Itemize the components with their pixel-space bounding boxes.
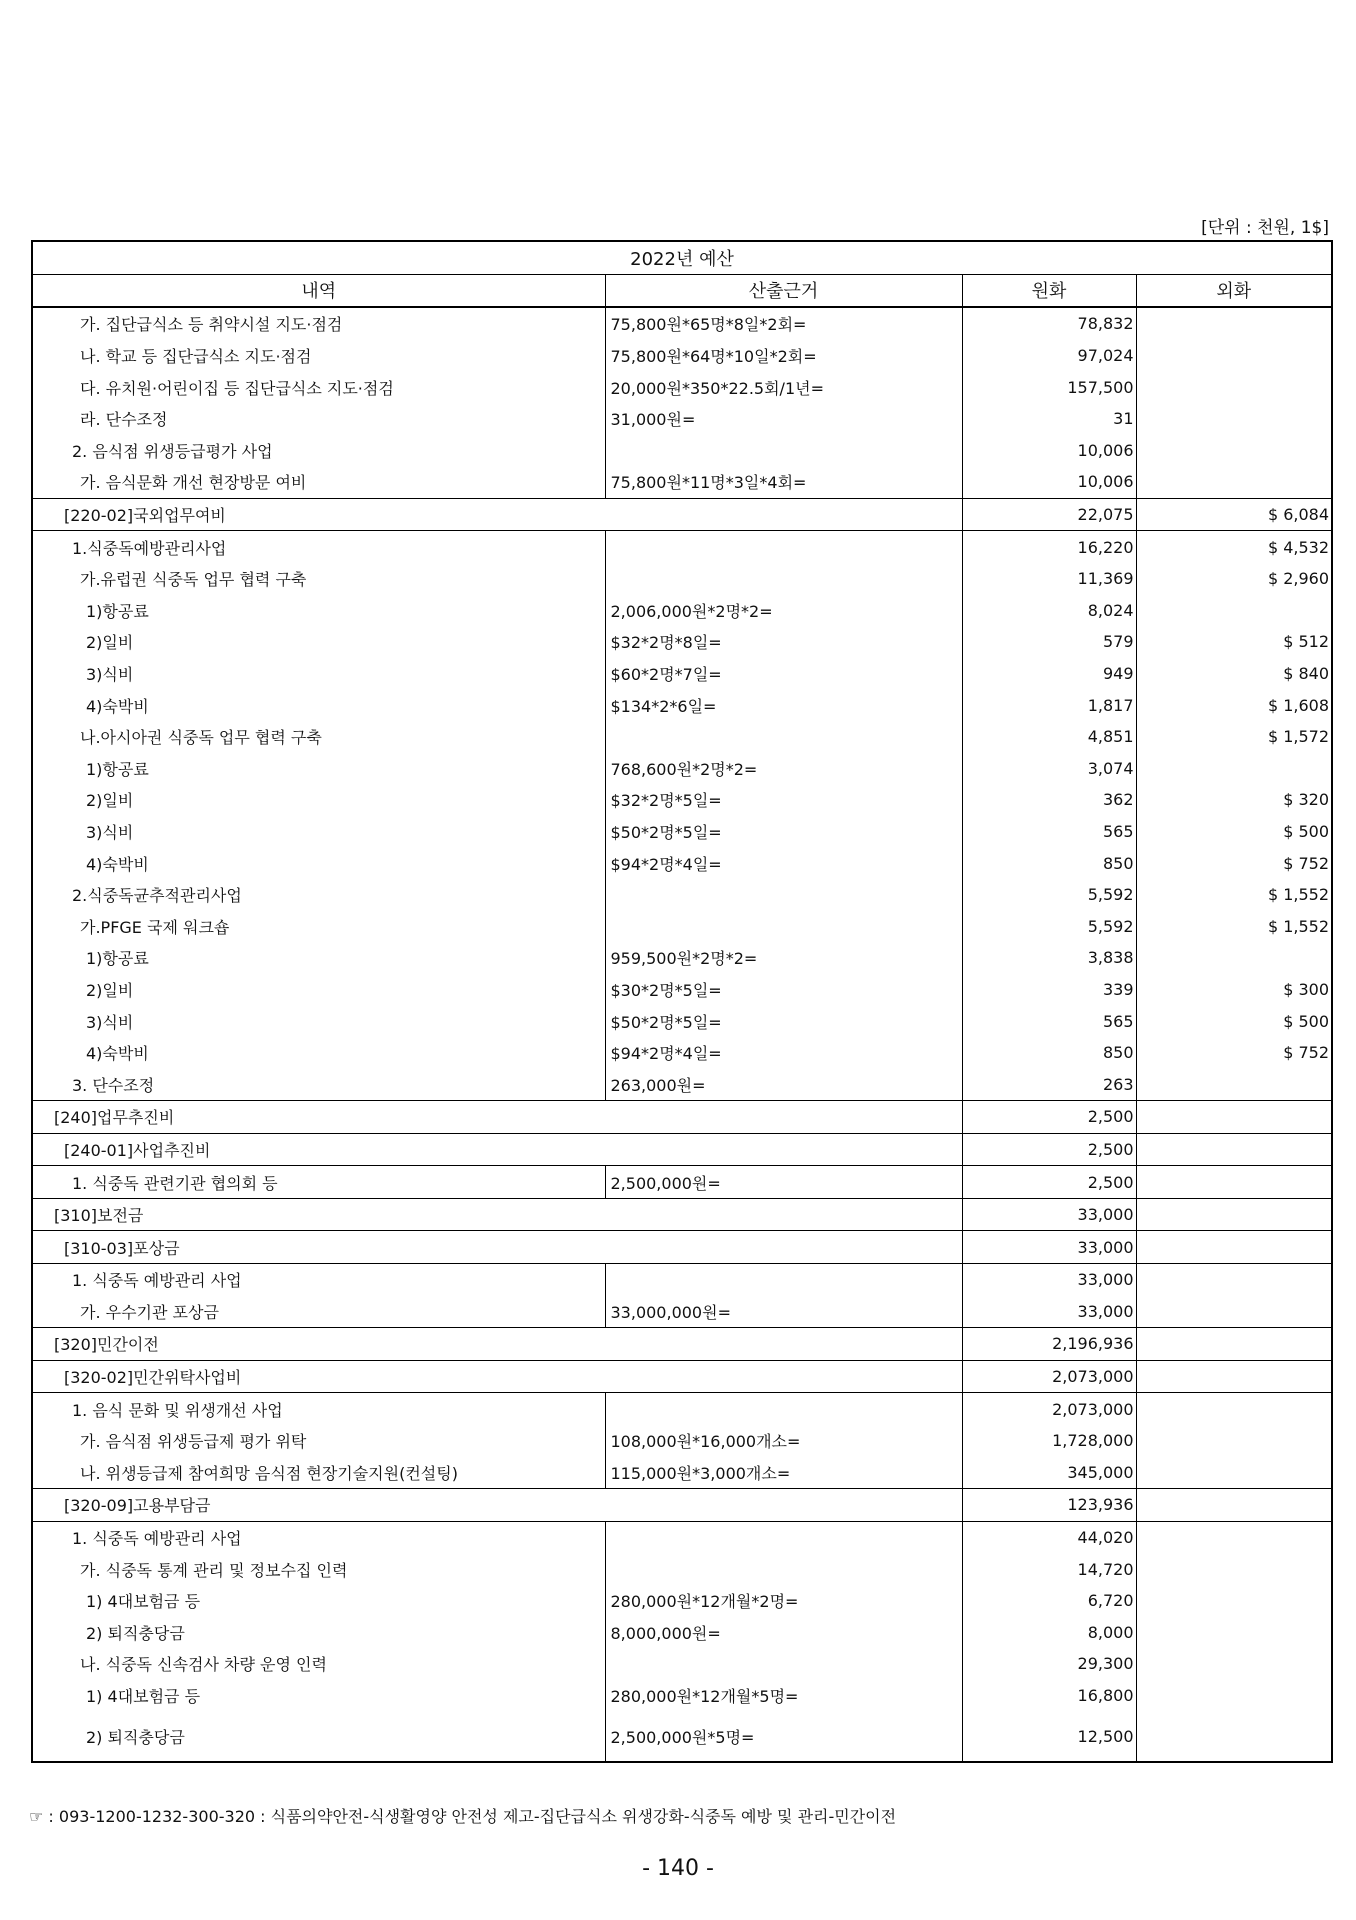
- cell-item: 가.유럽권 식중독 업무 협력 구축: [32, 563, 605, 595]
- cell-item: 1)항공료: [32, 942, 605, 974]
- cell-usd: $ 6,084: [1136, 498, 1332, 531]
- cell-usd: [1136, 1680, 1332, 1712]
- cell-usd: $ 500: [1136, 1005, 1332, 1037]
- cell-usd: $ 1,572: [1136, 721, 1332, 753]
- table-row: [32, 784, 1332, 816]
- cell-item: 1) 4대보험금 등: [32, 1680, 605, 1712]
- table-row: [32, 1457, 1332, 1489]
- cell-item: 가. 음식문화 개선 현장방문 여비: [32, 466, 605, 498]
- cell-krw: 2,073,000: [962, 1360, 1136, 1393]
- table-row: [32, 626, 1332, 658]
- cell-usd: [1136, 1166, 1332, 1199]
- cell-item: 2. 음식점 위생등급평가 사업: [32, 435, 605, 467]
- cell-krw: 5,592: [962, 910, 1136, 942]
- cell-item: 1) 4대보험금 등: [32, 1585, 605, 1617]
- cell-item: 2.식중독균추적관리사업: [32, 879, 605, 911]
- cell-basis: 280,000원*12개월*2명=: [605, 1585, 962, 1617]
- table-row: [32, 721, 1332, 753]
- cell-basis: $94*2명*4일=: [605, 1037, 962, 1069]
- cell-item: 4)숙박비: [32, 1037, 605, 1069]
- cell-item: 1)항공료: [32, 753, 605, 785]
- table-row: [32, 1068, 1332, 1100]
- cell-usd: [1136, 1393, 1332, 1425]
- cell-krw: 2,196,936: [962, 1328, 1136, 1361]
- cell-item: 3. 단수조정: [32, 1068, 605, 1100]
- cell-krw: 2,073,000: [962, 1393, 1136, 1425]
- cell-basis: $94*2명*4일=: [605, 847, 962, 879]
- column-header-item: 내역: [32, 274, 605, 307]
- cell-basis: 2,500,000원*5명=: [605, 1711, 962, 1762]
- cell-usd: [1136, 435, 1332, 467]
- table-row: [32, 1328, 1332, 1361]
- cell-krw: 3,074: [962, 753, 1136, 785]
- table-row: [32, 1101, 1332, 1134]
- budget-table: [31, 240, 1333, 1763]
- cell-usd: [1136, 1457, 1332, 1489]
- cell-usd: [1136, 1553, 1332, 1585]
- cell-basis: 115,000원*3,000개소=: [605, 1457, 962, 1489]
- cell-item: [320-02]민간위탁사업비: [32, 1360, 962, 1393]
- cell-usd: $ 752: [1136, 847, 1332, 879]
- cell-basis: 20,000원*350*22.5회/1년=: [605, 371, 962, 403]
- cell-usd: [1136, 1068, 1332, 1100]
- cell-basis: $32*2명*5일=: [605, 784, 962, 816]
- table-row: [32, 1393, 1332, 1425]
- table-row: [32, 435, 1332, 467]
- cell-basis: [605, 1521, 962, 1553]
- cell-basis: [605, 1648, 962, 1680]
- table-row: [32, 1648, 1332, 1680]
- cell-item: 1. 음식 문화 및 위생개선 사업: [32, 1393, 605, 1425]
- table-row: [32, 371, 1332, 403]
- column-header-basis: 산출근거: [605, 274, 962, 307]
- cell-krw: 78,832: [962, 307, 1136, 340]
- table-row: [32, 1231, 1332, 1264]
- cell-item: [220-02]국외업무여비: [32, 498, 962, 531]
- cell-krw: 4,851: [962, 721, 1136, 753]
- cell-basis: [605, 721, 962, 753]
- cell-item: 가. 집단급식소 등 취약시설 지도·점검: [32, 307, 605, 340]
- cell-basis: 959,500원*2명*2=: [605, 942, 962, 974]
- cell-basis: 8,000,000원=: [605, 1617, 962, 1649]
- cell-usd: [1136, 1101, 1332, 1134]
- cell-item: [320]민간이전: [32, 1328, 962, 1361]
- table-row: [32, 563, 1332, 595]
- cell-item: [240-01]사업추진비: [32, 1133, 962, 1166]
- table-row: [32, 942, 1332, 974]
- cell-usd: [1136, 1328, 1332, 1361]
- cell-item: 1. 식중독 관련기관 협의회 등: [32, 1166, 605, 1199]
- cell-usd: [1136, 1521, 1332, 1553]
- cell-krw: 5,592: [962, 879, 1136, 911]
- cell-krw: 33,000: [962, 1198, 1136, 1231]
- cell-basis: 31,000원=: [605, 403, 962, 435]
- cell-krw: 3,838: [962, 942, 1136, 974]
- cell-basis: $30*2명*5일=: [605, 974, 962, 1006]
- cell-basis: [605, 563, 962, 595]
- table-row: [32, 1360, 1332, 1393]
- cell-item: 가.PFGE 국제 워크숍: [32, 910, 605, 942]
- cell-item: [310-03]포상금: [32, 1231, 962, 1264]
- page-number: - 140 -: [642, 1856, 714, 1881]
- table-row: [32, 1489, 1332, 1522]
- cell-basis: 75,800원*65명*8일*2회=: [605, 307, 962, 340]
- year-header: 2022년 예산: [32, 241, 1332, 274]
- cell-item: 4)숙박비: [32, 689, 605, 721]
- table-row: [32, 658, 1332, 690]
- table-row: [32, 498, 1332, 531]
- cell-basis: [605, 1553, 962, 1585]
- cell-basis: 33,000,000원=: [605, 1296, 962, 1328]
- table-row: [32, 595, 1332, 627]
- cell-usd: [1136, 942, 1332, 974]
- cell-basis: [605, 1393, 962, 1425]
- cell-usd: [1136, 340, 1332, 372]
- cell-usd: [1136, 1711, 1332, 1762]
- cell-usd: [1136, 1133, 1332, 1166]
- cell-basis: 75,800원*64명*10일*2회=: [605, 340, 962, 372]
- cell-krw: 10,006: [962, 466, 1136, 498]
- cell-basis: [605, 1264, 962, 1296]
- cell-basis: [605, 910, 962, 942]
- cell-krw: 850: [962, 1037, 1136, 1069]
- cell-item: 가. 음식점 위생등급제 평가 위탁: [32, 1425, 605, 1457]
- cell-krw: 565: [962, 1005, 1136, 1037]
- table-row: [32, 531, 1332, 563]
- cell-basis: $134*2*6일=: [605, 689, 962, 721]
- cell-usd: [1136, 595, 1332, 627]
- table-row: [32, 403, 1332, 435]
- cell-krw: 31: [962, 403, 1136, 435]
- cell-usd: [1136, 403, 1332, 435]
- cell-krw: 8,024: [962, 595, 1136, 627]
- cell-usd: [1136, 1585, 1332, 1617]
- cell-usd: $ 1,552: [1136, 910, 1332, 942]
- table-row: [32, 689, 1332, 721]
- table-row: [32, 974, 1332, 1006]
- cell-item: 4)숙박비: [32, 847, 605, 879]
- cell-usd: $ 1,608: [1136, 689, 1332, 721]
- cell-krw: 345,000: [962, 1457, 1136, 1489]
- cell-krw: 16,800: [962, 1680, 1136, 1712]
- table-row: [32, 816, 1332, 848]
- table-row: [32, 1680, 1332, 1712]
- cell-basis: 280,000원*12개월*5명=: [605, 1680, 962, 1712]
- cell-usd: [1136, 1198, 1332, 1231]
- cell-item: 다. 유치원·어린이집 등 집단급식소 지도·점검: [32, 371, 605, 403]
- cell-usd: $ 1,552: [1136, 879, 1332, 911]
- cell-basis: $60*2명*7일=: [605, 658, 962, 690]
- cell-basis: $50*2명*5일=: [605, 816, 962, 848]
- cell-usd: [1136, 1425, 1332, 1457]
- cell-usd: $ 500: [1136, 816, 1332, 848]
- table-row: [32, 1133, 1332, 1166]
- cell-basis: 2,500,000원=: [605, 1166, 962, 1199]
- cell-basis: 768,600원*2명*2=: [605, 753, 962, 785]
- table-row: [32, 1553, 1332, 1585]
- table-row: [32, 1005, 1332, 1037]
- cell-item: 3)식비: [32, 1005, 605, 1037]
- cell-usd: $ 300: [1136, 974, 1332, 1006]
- column-header-krw: 원화: [962, 274, 1136, 307]
- table-row: [32, 1198, 1332, 1231]
- cell-item: 3)식비: [32, 658, 605, 690]
- cell-basis: [605, 879, 962, 911]
- cell-item: 1.식중독예방관리사업: [32, 531, 605, 563]
- table-row: [32, 910, 1332, 942]
- unit-note: [단위 : 천원, 1$]: [1201, 218, 1329, 238]
- cell-krw: 123,936: [962, 1489, 1136, 1522]
- cell-krw: 2,500: [962, 1133, 1136, 1166]
- cell-krw: 44,020: [962, 1521, 1136, 1553]
- table-row: [32, 847, 1332, 879]
- cell-basis: $50*2명*5일=: [605, 1005, 962, 1037]
- cell-krw: 2,500: [962, 1166, 1136, 1199]
- cell-usd: $ 512: [1136, 626, 1332, 658]
- table-row: [32, 1166, 1332, 1199]
- cell-item: 2) 퇴직충당금: [32, 1617, 605, 1649]
- cell-krw: 362: [962, 784, 1136, 816]
- cell-krw: 1,728,000: [962, 1425, 1136, 1457]
- table-row: [32, 1617, 1332, 1649]
- cell-item: 3)식비: [32, 816, 605, 848]
- cell-usd: [1136, 1617, 1332, 1649]
- table-row: [32, 1521, 1332, 1553]
- cell-krw: 157,500: [962, 371, 1136, 403]
- table-row: [32, 307, 1332, 340]
- table-row: [32, 466, 1332, 498]
- table-row: [32, 1264, 1332, 1296]
- cell-basis: 108,000원*16,000개소=: [605, 1425, 962, 1457]
- cell-item: 1. 식중독 예방관리 사업: [32, 1521, 605, 1553]
- cell-item: 라. 단수조정: [32, 403, 605, 435]
- cell-usd: [1136, 1489, 1332, 1522]
- cell-item: 1)항공료: [32, 595, 605, 627]
- cell-krw: 8,000: [962, 1617, 1136, 1649]
- table-row: [32, 879, 1332, 911]
- cell-krw: 6,720: [962, 1585, 1136, 1617]
- cell-usd: $ 752: [1136, 1037, 1332, 1069]
- cell-item: 2) 퇴직충당금: [32, 1711, 605, 1762]
- table-row: [32, 1711, 1332, 1762]
- cell-item: [320-09]고용부담금: [32, 1489, 962, 1522]
- cell-usd: $ 4,532: [1136, 531, 1332, 563]
- table-row: [32, 1296, 1332, 1328]
- cell-item: [310]보전금: [32, 1198, 962, 1231]
- cell-basis: [605, 531, 962, 563]
- cell-krw: 33,000: [962, 1264, 1136, 1296]
- cell-item: [240]업무추진비: [32, 1101, 962, 1134]
- cell-krw: 1,817: [962, 689, 1136, 721]
- cell-basis: 2,006,000원*2명*2=: [605, 595, 962, 627]
- cell-usd: [1136, 307, 1332, 340]
- cell-item: 나. 식중독 신속검사 차량 운영 인력: [32, 1648, 605, 1680]
- cell-item: 나. 위생등급제 참여희망 음식점 현장기술지원(컨설팅): [32, 1457, 605, 1489]
- cell-item: 나.아시아권 식중독 업무 협력 구축: [32, 721, 605, 753]
- cell-item: 가. 우수기관 포상금: [32, 1296, 605, 1328]
- cell-krw: 850: [962, 847, 1136, 879]
- table-row: [32, 1585, 1332, 1617]
- cell-item: 1. 식중독 예방관리 사업: [32, 1264, 605, 1296]
- cell-krw: 12,500: [962, 1711, 1136, 1762]
- cell-usd: [1136, 1264, 1332, 1296]
- cell-usd: [1136, 753, 1332, 785]
- cell-usd: [1136, 1296, 1332, 1328]
- table-body: [32, 307, 1332, 1762]
- cell-usd: $ 840: [1136, 658, 1332, 690]
- cell-krw: 10,006: [962, 435, 1136, 467]
- table-row: [32, 753, 1332, 785]
- cell-krw: 97,024: [962, 340, 1136, 372]
- cell-krw: 2,500: [962, 1101, 1136, 1134]
- cell-usd: [1136, 1360, 1332, 1393]
- cell-krw: 263: [962, 1068, 1136, 1100]
- cell-krw: 11,369: [962, 563, 1136, 595]
- cell-krw: 33,000: [962, 1296, 1136, 1328]
- cell-usd: $ 320: [1136, 784, 1332, 816]
- footnote: ☞ : 093-1200-1232-300-320 : 식품의약안전-식생활영양 안전성 제고-집단급식소 위생강화-식중독 예방 및 관리-민간이전: [29, 1807, 897, 1826]
- cell-item: 나. 학교 등 집단급식소 지도·점검: [32, 340, 605, 372]
- cell-usd: [1136, 371, 1332, 403]
- cell-krw: 565: [962, 816, 1136, 848]
- cell-usd: [1136, 1231, 1332, 1264]
- cell-basis: $32*2명*8일=: [605, 626, 962, 658]
- cell-basis: 75,800원*11명*3일*4회=: [605, 466, 962, 498]
- cell-item: 2)일비: [32, 626, 605, 658]
- cell-krw: 16,220: [962, 531, 1136, 563]
- cell-usd: [1136, 1648, 1332, 1680]
- cell-usd: $ 2,960: [1136, 563, 1332, 595]
- cell-krw: 22,075: [962, 498, 1136, 531]
- table-row: [32, 1037, 1332, 1069]
- cell-krw: 339: [962, 974, 1136, 1006]
- cell-krw: 14,720: [962, 1553, 1136, 1585]
- cell-item: 2)일비: [32, 974, 605, 1006]
- cell-basis: 263,000원=: [605, 1068, 962, 1100]
- cell-krw: 579: [962, 626, 1136, 658]
- cell-krw: 949: [962, 658, 1136, 690]
- cell-item: 2)일비: [32, 784, 605, 816]
- cell-krw: 29,300: [962, 1648, 1136, 1680]
- table-row: [32, 340, 1332, 372]
- cell-basis: [605, 435, 962, 467]
- table-row: [32, 1425, 1332, 1457]
- cell-usd: [1136, 466, 1332, 498]
- cell-item: 가. 식중독 통계 관리 및 정보수집 인력: [32, 1553, 605, 1585]
- column-header-usd: 외화: [1136, 274, 1332, 307]
- cell-krw: 33,000: [962, 1231, 1136, 1264]
